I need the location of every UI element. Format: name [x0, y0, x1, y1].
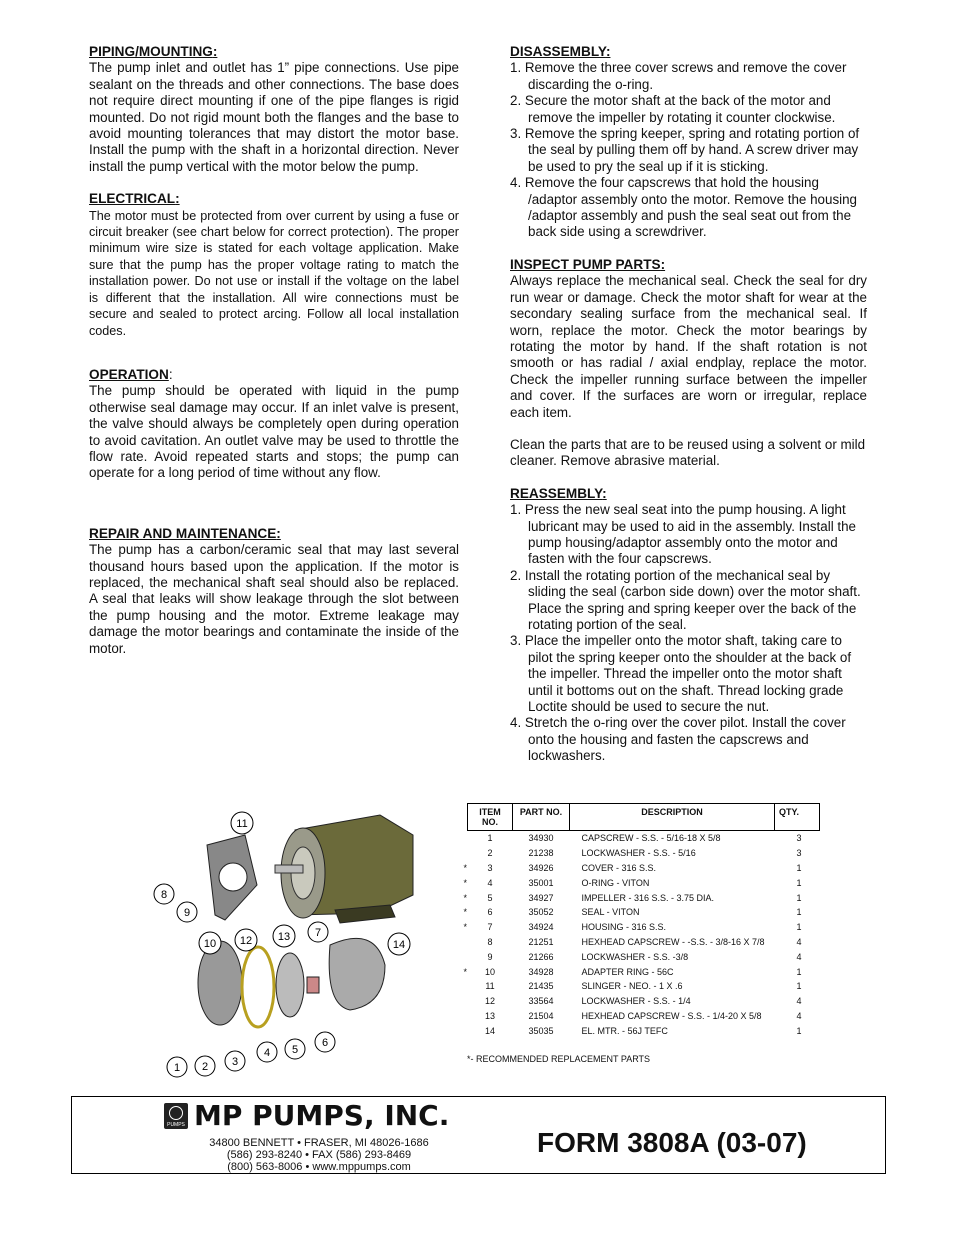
table-cell-part: 35035 — [528, 1025, 554, 1036]
diagram-label-11 — [231, 812, 253, 834]
company-address: 34800 BENNETT • FRASER, MI 48026-1686 (586) 293-8240 • FAX (586) 293-8469 (800) 563-8006 • www.mppumps.com — [209, 1137, 429, 1173]
svg-text:5: 5 — [291, 1044, 299, 1056]
table-cell-part: 35052 — [528, 907, 554, 918]
table-cell-part: 34926 — [528, 862, 554, 873]
table-cell-qty: 1 — [796, 892, 802, 903]
table-cell-part: 34930 — [528, 833, 554, 844]
table-row — [468, 846, 820, 861]
operation-section: OPERATION: The pump should be operated with liquid in the pump otherwise seal damage may occur. If an inlet valve is present, the valve should always be completely open during operation to avoid cavitation. An outlet valve may be used to throttle the flow rate. Avoid repeated starts and stops; the pump can operate for a long period of time without any flow. — [89, 366, 459, 481]
table-cell-desc: ADAPTER RING - 56C — [581, 966, 674, 977]
footer-box — [71, 1096, 886, 1174]
inspect-text-2: Clean the parts that are to be reused using a solvent or mild cleaner. Remove abrasive material. — [510, 436, 866, 469]
table-cell-desc: O-RING - VITON — [581, 877, 650, 888]
table-cell-item: * 5 — [463, 892, 493, 903]
table-cell-qty: 1 — [796, 907, 802, 918]
diagram-label-2 — [195, 1056, 215, 1076]
list-item: 4. Stretch the o-ring over the cover pilot. Install the cover onto the housing and fasten the capscrews and lockwashers. — [510, 715, 846, 764]
diagram-label-13 — [273, 925, 295, 947]
disassembly-steps — [510, 60, 867, 240]
inspect-section: INSPECT PUMP PARTS: Always replace the mechanical seal. Check the seal for dry run wear or damage. Check the motor shaft for wear at the secondary sealing surface from the mechanical seal. If worn, replace the motor. Check the motor bearings by rotating the motor by hand. If the shaft rotation is not smooth or has radial / axial endplay, replace the motor. Check the impeller running surface between the impeller and cover. If the surfaces are worn or irregular, replace each item. Clean the parts that are to be reused using a solvent or mild cleaner. Remove abrasive material. — [510, 256, 867, 469]
diagram-label-4 — [257, 1042, 277, 1062]
table-cell-qty: 1 — [796, 922, 802, 933]
table-cell-qty: 1 — [796, 966, 802, 977]
electrical-section: ELECTRICAL: The motor must be protected from over current by using a fuse or circuit breaker (see chart below for correct protection). The proper minimum wire size is stated for each voltage application. Make sure that the pump has the proper voltage rating to match the installation power. Do not use or install if the voltage on the label is different that the installation. All wire connections must be secure and sealed to protect arcing. Follow all local installation codes. — [89, 191, 459, 338]
table-cell-item: * 4 — [463, 877, 493, 888]
svg-text:10: 10 — [203, 938, 217, 950]
table-cell-part: 34927 — [528, 892, 554, 903]
inspect-heading: INSPECT PUMP PARTS — [510, 256, 661, 272]
col-qty: QTY. — [775, 804, 820, 831]
housing-icon — [329, 938, 385, 1010]
col-description: DESCRIPTION — [570, 804, 775, 831]
replacement-star: * — [463, 966, 468, 977]
table-row — [468, 964, 820, 979]
svg-text:13: 13 — [277, 931, 291, 943]
table-row — [468, 905, 820, 920]
motor-icon — [275, 815, 413, 923]
replacement-star: * — [463, 922, 468, 933]
col-item: ITEM NO. — [468, 804, 513, 831]
table-cell-desc: LOCKWASHER - S.S. - 5/16 — [581, 848, 696, 859]
table-row — [468, 949, 820, 964]
operation-text: The pump should be operated with liquid in the pump otherwise seal damage may occur. If an inlet valve is present, the valve should always be completely open during operation to avoid cavitation. An outlet valve may be used to throttle the flow rate. Avoid repeated starts and stops; the pump can operate for a long period of time without any flow. — [89, 383, 459, 481]
table-row — [468, 1023, 820, 1038]
table-cell-qty: 1 — [796, 1025, 802, 1036]
list-item: 2. Install the rotating portion of the mechanical seal by sliding the seal (carbon side down) over the motor shaft. Place the spring and spring keeper over the back of the rotating portion of the seal. — [510, 567, 861, 632]
svg-text:9: 9 — [183, 907, 191, 919]
piping-text: The pump inlet and outlet has 1” pipe connections. Use pipe sealant on the threads and other connections. The base does not require direct mounting if one of the pipe flanges is rigid mounted. Do not rigid mount both the flanges and the base to avoid mounting tolerances that may distort the motor base. Install the pump with the shaft in a horizontal direction. Never install the pump vertical with the motor below the pump. — [89, 60, 459, 174]
diagram-label-8 — [154, 884, 174, 904]
replacement-star: * — [463, 892, 468, 903]
right-column — [510, 44, 867, 781]
table-cell-qty: 4 — [796, 1010, 802, 1021]
pump-logo-icon: PUMPS — [164, 1103, 188, 1129]
diagram-label-10 — [199, 932, 221, 954]
table-cell-qty: 1 — [796, 981, 802, 992]
table-cell-part: 21266 — [528, 951, 554, 962]
table-row — [468, 861, 820, 876]
diagram-label-14 — [388, 933, 410, 955]
repair-text: The pump has a carbon/ceramic seal that may last several thousand hours based upon the application. If the motor is replaced, the mechanical shaft seal should also be replaced. A seal that leaks will show leakage through the slot between the pump housing and the motor. Extreme leakage may damage the motor bearings and contaminate the inside of the motor. — [89, 542, 459, 656]
table-cell-desc: HOUSING - 316 S.S. — [581, 922, 667, 933]
table-cell-desc: LOCKWASHER - S.S. - 1/4 — [581, 996, 691, 1007]
table-cell-qty: 3 — [796, 848, 802, 859]
table-cell-desc: COVER - 316 S.S. — [581, 862, 657, 873]
table-cell-item: 2 — [487, 848, 493, 859]
left-column — [89, 44, 459, 673]
exploded-pump-diagram — [145, 805, 425, 1080]
list-item: 1. Press the new seal seat into the pump housing. A light lubricant may be used to aid in the assembly. Install the pump housing/adaptor assembly onto the motor and fasten with the four capscrews. — [510, 502, 856, 567]
seal-icon — [307, 977, 319, 993]
impeller-icon — [276, 953, 304, 1017]
table-note: *- RECOMMENDED REPLACEMENT PARTS — [467, 1054, 651, 1064]
table-cell-part: 21251 — [528, 936, 554, 947]
diagram-label-9 — [177, 902, 197, 922]
reassembly-section: REASSEMBLY: 1. Press the new seal seat into the pump housing. A light lubricant may be used to aid in the assembly. Install the pump housing/adaptor assembly onto the motor and fasten with the four capscrews. 2. Install the rotating portion of the mechanical seal by sliding the seal (carbon side down) over the motor shaft. Place the spring and spring keeper over the back of the rotating portion of the seal. 3. Place the impeller onto the motor shaft, taking care to pilot the spring keeper onto the shoulder at the back of the impeller. Thread the impeller onto the motor shaft until it bottoms out on the shaft. Thread locking grade Loctite should be used to secure the nut. 4. Stretch the o-ring over the cover pilot. Install the cover onto the housing and fasten the capscrews and lockwashers. — [510, 486, 867, 765]
diagram-label-12 — [235, 929, 257, 951]
diagram-label-3 — [225, 1051, 245, 1071]
reassembly-heading: REASSEMBLY — [510, 485, 603, 501]
table-cell-desc: SEAL - VITON — [581, 907, 640, 918]
table-cell-item: 1 — [487, 833, 493, 844]
table-row — [468, 890, 820, 905]
table-header-row — [468, 804, 820, 831]
repair-heading: REPAIR AND MAINTENANCE — [89, 525, 277, 541]
table-cell-desc: SLINGER - NEO. - 1 X .6 — [581, 981, 683, 992]
list-item: 4. Remove the four capscrews that hold the housing /adaptor assembly onto the motor. Remove the housing /adaptor assembly and push the seal seat out from the back side using a screwdriver. — [510, 175, 858, 240]
table-row — [468, 1009, 820, 1024]
table-cell-part: 21504 — [528, 1010, 554, 1021]
table-cell-item: 9 — [487, 951, 493, 962]
table-row — [468, 875, 820, 890]
table-cell-desc: HEXHEAD CAPSCREW - S.S. - 1/4-20 X 5/8 — [581, 1010, 762, 1021]
col-part: PART NO. — [513, 804, 570, 831]
table-cell-part: 21435 — [528, 981, 554, 992]
piping-heading: PIPING/MOUNTING — [89, 44, 213, 59]
svg-text:2: 2 — [201, 1061, 209, 1073]
table-cell-part: 35001 — [528, 877, 554, 888]
table-cell-qty: 4 — [796, 951, 802, 962]
company-name: MP PUMPS, INC. — [194, 1099, 450, 1132]
table-cell-qty: 4 — [796, 996, 802, 1007]
table-cell-item: * 7 — [463, 922, 493, 933]
table-cell-item: 12 — [484, 996, 495, 1007]
table-cell-qty: 1 — [796, 862, 802, 873]
table-cell-desc: LOCKWASHER - S.S. -3/8 — [581, 951, 689, 962]
operation-heading: OPERATION — [89, 366, 169, 382]
table-cell-qty: 4 — [796, 936, 802, 947]
list-item: 1. Remove the three cover screws and remove the cover discarding the o-ring. — [510, 60, 847, 92]
form-number: FORM 3808A (03-07) — [537, 1127, 807, 1158]
cover-icon — [198, 941, 242, 1025]
table-cell-desc: IMPELLER - 316 S.S. - 3.75 DIA. — [581, 892, 715, 903]
svg-text:1: 1 — [173, 1062, 181, 1074]
table-cell-desc: CAPSCREW - S.S. - 5/16-18 X 5/8 — [581, 833, 721, 844]
table-cell-item: * 10 — [463, 966, 495, 977]
electrical-text: The motor must be protected from over current by using a fuse or circuit breaker (see chart below for correct protection). The proper minimum wire size is stated for each voltage application. Make sure that the pump has the proper voltage rating to match the installation power. Do not use or install if the voltage on the label is different that the installation. All wire connections must be secure and sealed to protect arcing. Follow all local installation codes. — [89, 208, 459, 338]
reassembly-steps — [510, 502, 867, 765]
replacement-star: * — [463, 907, 468, 918]
table-row — [468, 831, 820, 846]
table-row — [468, 920, 820, 935]
table-cell-item: 14 — [484, 1025, 495, 1036]
table-cell-part: 34928 — [528, 966, 554, 977]
table-cell-qty: 3 — [796, 833, 802, 844]
replacement-star: * — [463, 877, 468, 888]
repair-section: REPAIR AND MAINTENANCE: The pump has a carbon/ceramic seal that may last several thousand hours based upon the application. If the motor is replaced, the mechanical shaft seal should also be replaced. A seal that leaks will show leakage through the slot between the pump housing and the motor. Extreme leakage may damage the motor bearings and contaminate the inside of the motor. — [89, 525, 459, 656]
table-cell-item: 11 — [485, 981, 495, 992]
svg-text:7: 7 — [314, 927, 322, 939]
table-cell-item: * 3 — [463, 862, 493, 873]
diagram-label-1 — [167, 1057, 187, 1077]
svg-text:3: 3 — [231, 1056, 239, 1068]
diagram-label-6 — [315, 1032, 335, 1052]
diagram-label-5 — [285, 1039, 305, 1059]
parts-table — [463, 803, 820, 1038]
svg-text:14: 14 — [392, 939, 406, 951]
table-cell-desc: EL. MTR. - 56J TEFC — [581, 1025, 668, 1036]
disassembly-heading: DISASSEMBLY — [510, 44, 606, 59]
inspect-text: Always replace the mechanical seal. Check the seal for dry run wear or damage. Check the motor shaft for wear at the secondary sealing surface from the mechanical seal. If worn, replace the motor. Check the motor bearings by rotating the motor by hand. If the shaft rotation is not smooth or has radial / axial endplay, replace the motor. Check the impeller running surface between the impeller and cover. If the surfaces are worn or irregular, replace each item. — [510, 273, 867, 420]
table-cell-qty: 1 — [796, 877, 802, 888]
table-row — [468, 994, 820, 1009]
list-item: 3. Place the impeller onto the motor shaft, taking care to pilot the spring keeper onto the shoulder at the back of the impeller. Thread the impeller onto the motor shaft until it bottoms out on the shaft. Thread locking grade Loctite should be used to secure the nut. — [510, 633, 852, 715]
svg-text:6: 6 — [321, 1037, 329, 1049]
table-cell-item: 13 — [484, 1010, 495, 1021]
electrical-heading: ELECTRICAL — [89, 191, 176, 207]
disassembly-section: DISASSEMBLY: 1. Remove the three cover screws and remove the cover discarding the o-ring. 2. Secure the motor shaft at the back of the motor and remove the impeller by rotating it counter clockwise. 3. Remove the spring keeper, spring and rotating portion of the seal by pulling them off by hand. A screw driver may be used to pry the seal up if it is sticking. 4. Remove the four capscrews that hold the housing /adaptor assembly onto the motor. Remove the housing /adaptor assembly and push the seal seat out from the back side using a screwdriver. — [510, 44, 867, 241]
svg-text:4: 4 — [263, 1047, 271, 1059]
table-row — [468, 935, 820, 950]
svg-text:11: 11 — [236, 818, 248, 830]
svg-text:8: 8 — [160, 889, 168, 901]
table-cell-part: 21238 — [528, 848, 554, 859]
table-row — [468, 979, 820, 994]
o-ring-icon — [242, 947, 274, 1027]
table-cell-part: 33564 — [528, 996, 554, 1007]
list-item: 2. Secure the motor shaft at the back of the motor and remove the impeller by rotating it counter clockwise. — [510, 93, 836, 125]
diagram-label-7 — [308, 922, 328, 942]
table-cell-item: * 6 — [463, 907, 493, 918]
svg-text:12: 12 — [239, 935, 253, 947]
piping-section: PIPING/MOUNTING: The pump inlet and outlet has 1” pipe connections. Use pipe sealant on the threads and other connections. The base does not require direct mounting if one of the pipe flanges is rigid mounted. Do not rigid mount both the flanges and the base to avoid mounting tolerances that may distort the motor base. Install the pump with the shaft in a horizontal direction. Never install the pump vertical with the motor below the pump. — [89, 44, 459, 174]
table-cell-item: 8 — [487, 936, 493, 947]
table-cell-desc: HEXHEAD CAPSCREW - -S.S. - 3/8-16 X 7/8 — [581, 936, 765, 947]
table-cell-part: 34924 — [528, 922, 554, 933]
list-item: 3. Remove the spring keeper, spring and rotating portion of the seal by pulling them off by hand. A screw driver may be used to pry the seal up if it is sticking. — [510, 126, 860, 174]
replacement-star: * — [463, 862, 468, 873]
